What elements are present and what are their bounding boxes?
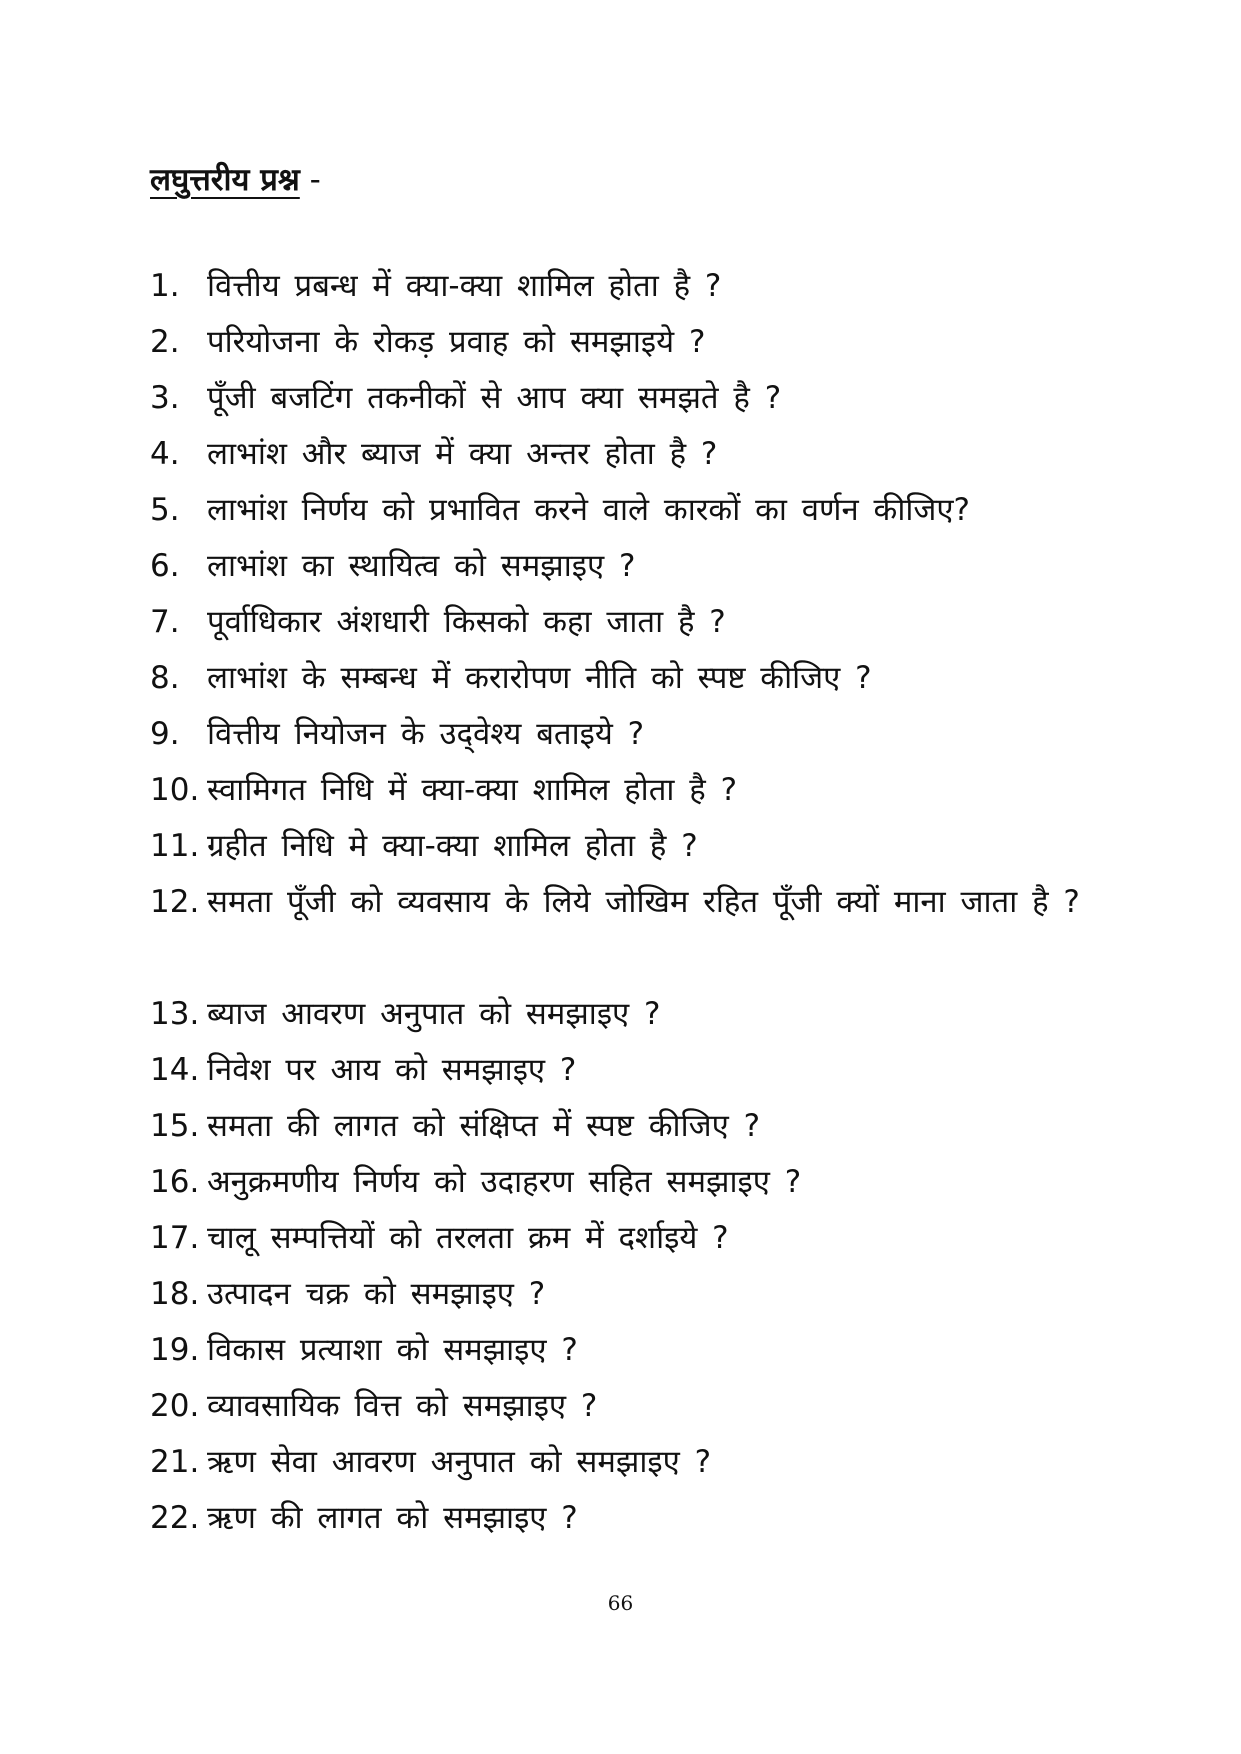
question-text: अनुक्रमणीय निर्णय को उदाहरण सहित समझाइए ? — [207, 1164, 802, 1200]
question-item — [150, 1378, 1100, 1434]
question-text: ग्रहीत निधि मे क्या-क्या शामिल होता है ? — [207, 828, 698, 864]
question-item — [150, 1434, 1100, 1490]
question-number: 19. — [150, 1332, 200, 1368]
question-item — [150, 370, 1100, 426]
question-item — [150, 1266, 1100, 1322]
question-item — [150, 258, 1100, 314]
question-number: 8. — [150, 660, 180, 696]
question-item — [150, 426, 1100, 482]
question-number: 20. — [150, 1388, 200, 1424]
section-heading-text: लघुत्तरीय प्रश्न — [150, 162, 300, 198]
question-text: स्वामिगत निधि में क्या-क्या शामिल होता है ? — [207, 772, 738, 808]
question-item — [150, 314, 1100, 370]
question-text: लाभांश के सम्बन्ध में करारोपण नीति को स्पष्ट कीजिए ? — [207, 660, 872, 696]
question-item — [150, 986, 1100, 1042]
question-text: लाभांश निर्णय को प्रभावित करने वाले कारकों का वर्णन कीजिए? — [207, 492, 970, 528]
question-number: 13. — [150, 996, 200, 1032]
question-item — [150, 482, 1100, 538]
page-number: 66 — [607, 1591, 634, 1615]
question-number: 17. — [150, 1220, 200, 1256]
question-item — [150, 1042, 1100, 1098]
question-number: 21. — [150, 1444, 200, 1480]
question-list — [150, 258, 1100, 1546]
question-item — [150, 1490, 1100, 1546]
section-heading — [150, 158, 321, 200]
question-item — [150, 818, 1100, 874]
question-number: 22. — [150, 1500, 200, 1536]
question-number: 18. — [150, 1276, 200, 1312]
section-heading-dash: - — [299, 162, 321, 198]
question-text: समता की लागत को संक्षिप्त में स्पष्ट कीजिए ? — [207, 1108, 761, 1144]
question-item — [150, 762, 1100, 818]
question-number: 5. — [150, 492, 180, 528]
question-text: परियोजना के रोकड़ प्रवाह को समझाइये ? — [207, 324, 706, 360]
question-text: ऋण की लागत को समझाइए ? — [207, 1500, 578, 1536]
question-item — [150, 1210, 1100, 1266]
question-text: चालू सम्पत्तियों को तरलता क्रम में दर्शाइये ? — [207, 1220, 729, 1256]
question-number: 6. — [150, 548, 180, 584]
question-item — [150, 1322, 1100, 1378]
question-number: 14. — [150, 1052, 200, 1088]
question-number: 10. — [150, 772, 200, 808]
question-text: पूँजी बजटिंग तकनीकों से आप क्या समझते है ? — [207, 380, 782, 416]
question-item — [150, 594, 1100, 650]
question-text: वित्तीय नियोजन के उद्‌वेश्य बताइये ? — [207, 716, 645, 752]
question-item — [150, 874, 1100, 986]
question-text: वित्तीय प्रबन्ध में क्या-क्या शामिल होता है ? — [207, 268, 722, 304]
question-text: व्यावसायिक वित्त को समझाइए ? — [207, 1388, 598, 1424]
question-number: 12. — [150, 884, 200, 920]
question-text: निवेश पर आय को समझाइए ? — [207, 1052, 577, 1088]
question-number: 16. — [150, 1164, 200, 1200]
question-number: 4. — [150, 436, 180, 472]
question-number: 1. — [150, 268, 180, 304]
question-number: 7. — [150, 604, 180, 640]
question-item — [150, 650, 1100, 706]
question-text: उत्पादन चक्र को समझाइए ? — [207, 1276, 546, 1312]
question-number: 15. — [150, 1108, 200, 1144]
question-text: पूर्वाधिकार अंशधारी किसको कहा जाता है ? — [207, 604, 726, 640]
question-number: 2. — [150, 324, 180, 360]
question-number: 9. — [150, 716, 180, 752]
question-item — [150, 1098, 1100, 1154]
question-text: विकास प्रत्याशा को समझाइए ? — [207, 1332, 578, 1368]
question-text: लाभांश और ब्याज में क्या अन्तर होता है ? — [207, 436, 718, 472]
question-number: 11. — [150, 828, 200, 864]
question-text: लाभांश का स्थायित्व को समझाइए ? — [207, 548, 636, 584]
question-item — [150, 538, 1100, 594]
question-text: ऋण सेवा आवरण अनुपात को समझाइए ? — [207, 1444, 712, 1480]
question-text: ब्याज आवरण अनुपात को समझाइए ? — [207, 996, 661, 1032]
question-number: 3. — [150, 380, 180, 416]
question-item — [150, 1154, 1100, 1210]
question-item — [150, 706, 1100, 762]
question-text: समता पूँजी को व्यवसाय के लिये जोखिम रहित पूँजी क्यों माना जाता है ? — [207, 884, 1080, 920]
